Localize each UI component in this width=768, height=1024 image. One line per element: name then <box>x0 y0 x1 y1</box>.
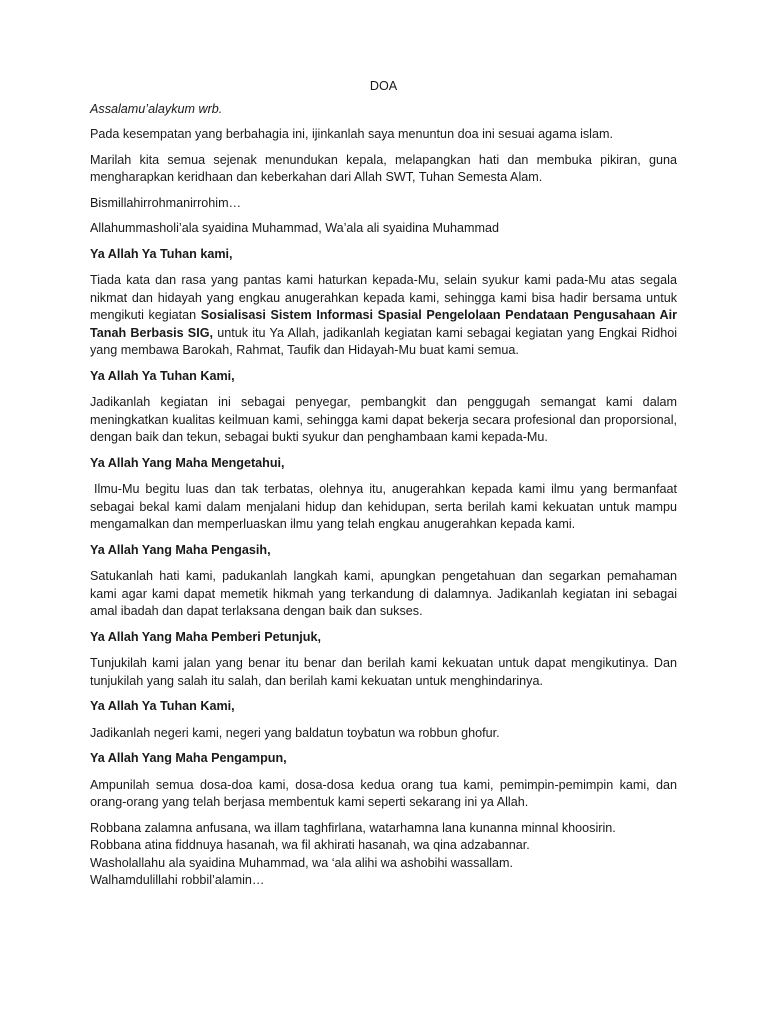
greeting: Assalamu’alaykum wrb. <box>90 101 223 116</box>
closing-prayers <box>90 820 677 890</box>
closing-line-2: Robbana atina fiddnuya hasanah, wa fil akhirati hasanah, wa qina adzabannar. <box>90 838 530 852</box>
prayer-heading-1: Ya Allah Ya Tuhan kami, <box>90 246 233 261</box>
prayer-heading-6: Ya Allah Ya Tuhan Kami, <box>90 699 235 713</box>
prayer-paragraph-6: Jadikanlah negeri kami, negeri yang baldatun toybatun wa robbun ghofur. <box>90 725 500 740</box>
basmalah-line: Bismillahirrohmanirrohim… <box>90 195 242 210</box>
closing-line-4: Walhamdulillahi robbil’alamin… <box>90 873 265 887</box>
invitation-paragraph: Marilah kita semua sejenak menundukan kepala, melapangkan hati dan membuka pikiran, guna mengharapkan keridhaan dan keberkahan dari Allah SWT, Tuhan Semesta Alam. <box>90 152 677 184</box>
prayer-paragraph-2: Jadikanlah kegiatan ini sebagai penyegar, pembangkit dan penggugah semangat kami dalam meningkatkan kualitas keilmuan kami, sehingga kami dapat bekerja secara profesional dan proporsional, dengan baik dan tekun, sebagai bukti syukur dan penghambaan kami kepada-Mu. <box>90 395 677 444</box>
prayer-paragraph-1 <box>90 272 677 360</box>
closing-line-3: Washolallahu ala syaidina Muhammad, wa ‘ala alihi wa ashobihi wassallam. <box>90 855 514 870</box>
prayer-paragraph-4: Satukanlah hati kami, padukanlah langkah kami, apungkan pengetahuan dan segarkan pemahaman kami agar kami dapat memetik hikmah yang terkandung di dalamnya. Jadikanlah kegiatan ini sebagai amal ibadah dan dapat terlaksana dengan baik dan sukses. <box>90 569 677 618</box>
prayer-paragraph-1-part2: untuk itu Ya Allah, jadikanlah kegiatan kami sebagai kegiatan yang Engkai Ridhoi yang membawa Barokah, Rahmat, Taufik dan Hidayah-Mu buat kami semua. <box>90 325 678 357</box>
prayer-paragraph-3: Ilmu-Mu begitu luas dan tak terbatas, olehnya itu, anugerahkan kepada kami ilmu yang bermanfaat sebagai bekal kami dalam menjalani hidup dan kehidupan, serta berilah kami kekuatan untuk mampu mengamalkan dan memperluaskan ilmu yang telah engkau anugerahkan kepada kami. <box>90 482 677 531</box>
sholawat-line: Allahummasholi’ala syaidina Muhammad, Wa’ala ali syaidina Muhammad <box>90 221 500 235</box>
closing-line-1: Robbana zalamna anfusana, wa illam taghfirlana, watarhamna lana kunanna minnal khoosirin. <box>90 820 616 835</box>
opening-paragraph: Pada kesempatan yang berbahagia ini, ijinkanlah saya menuntun doa ini sesuai agama islam. <box>90 127 613 141</box>
prayer-heading-3: Ya Allah Yang Maha Mengetahui, <box>90 455 285 470</box>
event-name: Sosialisasi Sistem Informasi Spasial Pengelolaan Pendataan Pengusahaan Air Tanah Berbasis SIG, <box>90 308 677 340</box>
prayer-paragraph-5: Tunjukilah kami jalan yang benar itu benar dan berilah kami kekuatan untuk dapat mengikutinya. Dan tunjukilah yang salah itu salah, dan berilah kami kekuatan untuk menghindarinya. <box>90 656 677 688</box>
document-title: DOA <box>369 79 398 93</box>
prayer-heading-5: Ya Allah Yang Maha Pemberi Petunjuk, <box>90 629 321 644</box>
prayer-heading-4: Ya Allah Yang Maha Pengasih, <box>90 542 271 557</box>
document-page <box>90 78 677 890</box>
prayer-heading-7: Ya Allah Yang Maha Pengampun, <box>90 751 287 765</box>
prayer-paragraph-1-part1: Tiada kata dan rasa yang pantas kami haturkan kepada-Mu, selain syukur kami pada-Mu atas segala nikmat dan hidayah yang engkau anugerahkan kepada kami, sehingga kami bisa hadir bersama untuk mengikuti kegiatan <box>90 273 677 322</box>
prayer-paragraph-7: Ampunilah semua dosa-doa kami, dosa-dosa kedua orang tua kami, pemimpin-pemimpin kami, dan orang-orang yang telah berjasa membentuk kami seperti sekarang ini ya Allah. <box>90 777 677 809</box>
prayer-heading-2: Ya Allah Ya Tuhan Kami, <box>90 368 235 383</box>
